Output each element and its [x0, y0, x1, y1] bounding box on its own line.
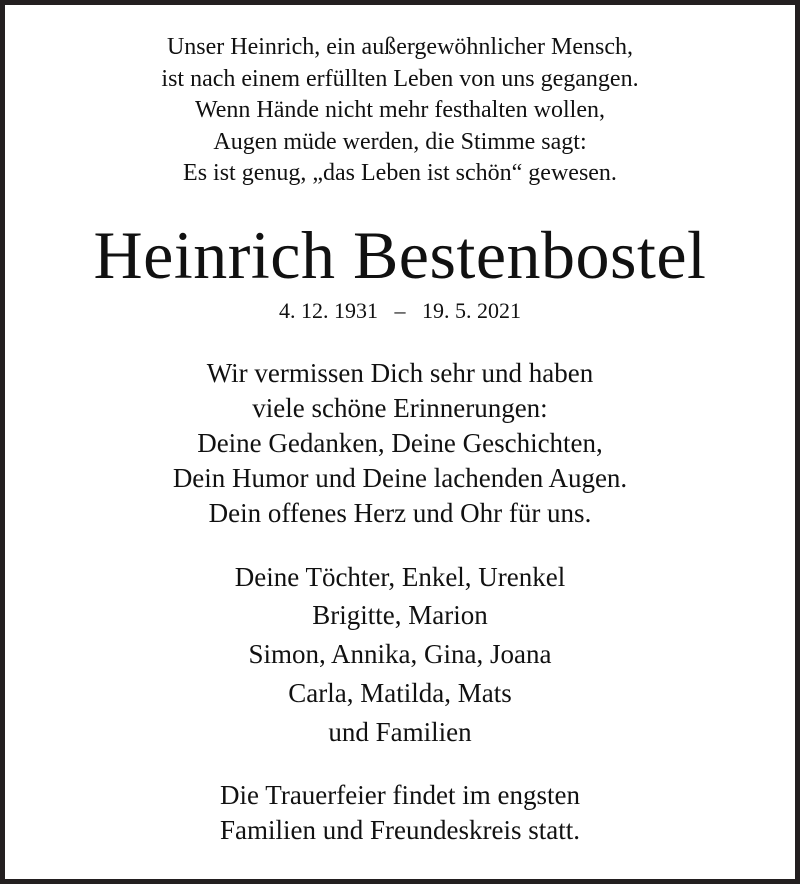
deceased-name: Heinrich Bestenbostel: [93, 217, 707, 293]
message-line: Wir vermissen Dich sehr und haben: [206, 358, 594, 388]
message-line: viele schöne Erinnerungen:: [252, 393, 548, 423]
intro-line: Unser Heinrich, ein außergewöhnlicher Mensch,: [166, 34, 634, 60]
intro-line: Wenn Hände nicht mehr festhalten wollen,: [195, 97, 605, 123]
intro-line: ist nach einem erfüllten Leben von uns gegangen.: [161, 66, 639, 92]
message-line: Deine Gedanken, Deine Geschichten,: [197, 428, 603, 458]
notice-line: Familien und Freundeskreis statt.: [220, 815, 580, 845]
family-line: Brigitte, Marion: [312, 600, 488, 630]
message-line: Dein Humor und Deine lachenden Augen.: [172, 463, 628, 493]
intro-line: Es ist genug, „das Leben ist schön“ gewesen.: [183, 160, 617, 186]
family-line: Simon, Annika, Gina, Joana: [248, 639, 552, 669]
life-dates: 4. 12. 1931 – 19. 5. 2021: [279, 298, 521, 323]
notice-line: Die Trauerfeier findet im engsten: [220, 780, 580, 810]
family-line: und Familien: [328, 717, 472, 747]
family-line: Carla, Matilda, Mats: [288, 678, 512, 708]
family-line: Deine Töchter, Enkel, Urenkel: [234, 562, 566, 592]
intro-line: Augen müde werden, die Stimme sagt:: [213, 129, 587, 155]
message-line: Dein offenes Herz und Ohr für uns.: [208, 498, 592, 528]
